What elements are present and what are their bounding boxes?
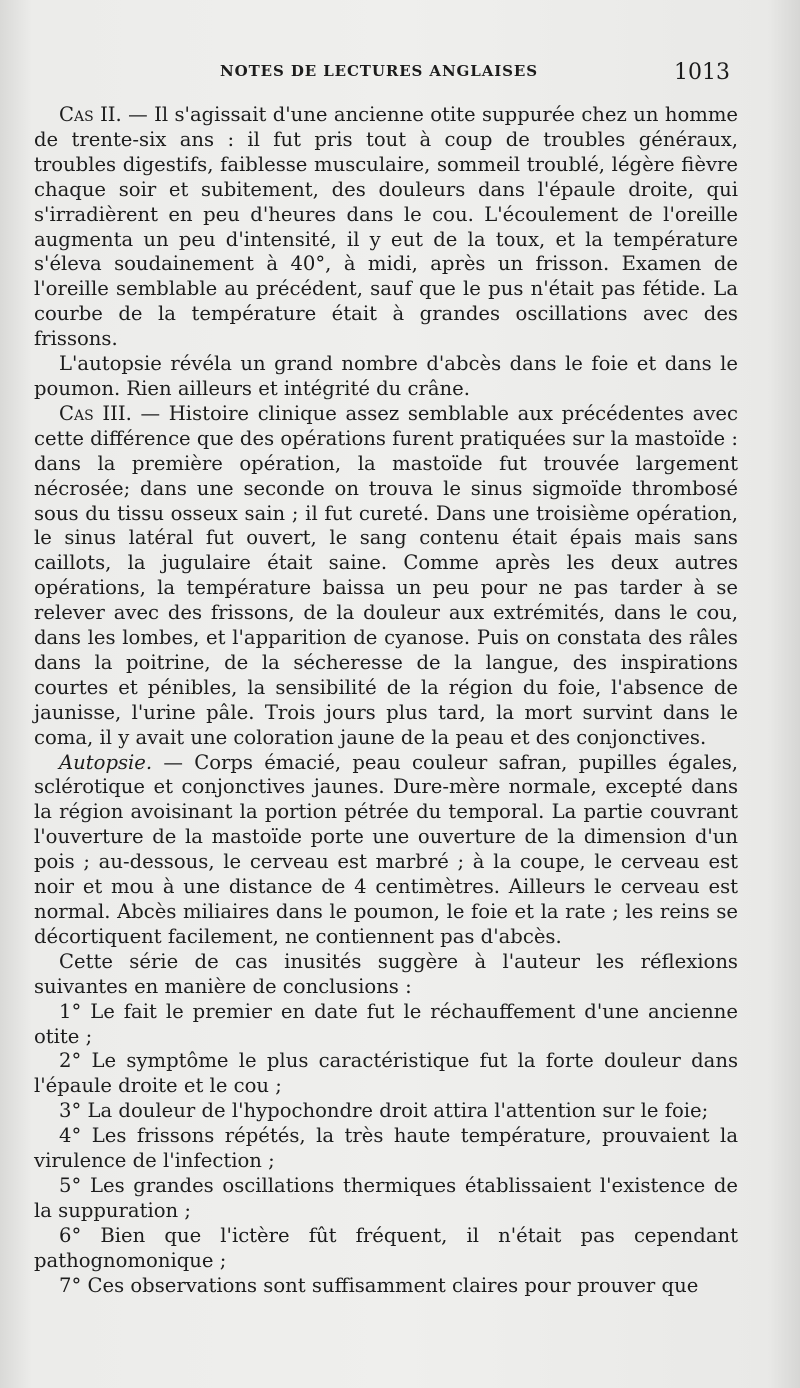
conclusion-item-1: 1° Le fait le premier en date fut le réchauffement d'une ancienne otite ; (34, 999, 738, 1048)
conclusion-item-3: 3° La douleur de l'hypochondre droit attira l'attention sur le foie; (59, 1099, 709, 1123)
conclusion-item-2: 2° Le symptôme le plus caractéristique fut la forte douleur dans l'épaule droite et le cou ; (34, 1049, 738, 1098)
autopsy-case-2-text: L'autopsie révéla un grand nombre d'abcès dans le foie et dans le poumon. Rien ailleurs et intégrité du crâne. (34, 352, 738, 400)
case-2-heading: Cas II. (59, 103, 122, 126)
conclusion-item-4: 4° Les frissons répétés, la très haute température, prouvaient la virulence de l'infection ; (34, 1124, 738, 1173)
autopsy-heading: Autopsie. (59, 750, 153, 774)
page-number: 1013 (674, 60, 730, 85)
paragraph-case-2 (34, 103, 738, 352)
paragraph-conclusions-intro (34, 950, 738, 1000)
paragraph-autopsy-case-2 (34, 352, 738, 402)
case-2-text: — Il s'agissait d'une ancienne otite suppurée chez un homme de trente-six ans : il fut pris tout à coup de troubles généraux, troubles digestifs, faiblesse musculaire, sommeil troublé, légère fièvre chaque soir et subitement, des douleurs dans l'épaule droite, qui s'irradièrent en peu d'heures dans le cou. L'écoulement de l'oreille augmenta un peu d'intensité, il y eut de la toux, et la température s'éleva soudainement à 40°, à midi, après un frisson. Examen de l'oreille semblable au précédent, sauf que le pus n'était pas fétide. La courbe de la température était à grandes oscillations avec des frissons. (34, 103, 738, 351)
conclusion-item-7: 7° Ces observations sont suffisamment claires pour prouver que (59, 1273, 699, 1297)
paragraph-case-3 (34, 402, 738, 751)
page-header (0, 60, 800, 90)
conclusion-item-6: 6° Bien que l'ictère fût fréquent, il n'était pas cependant pathognomonique ; (34, 1223, 738, 1272)
conclusion-item-5: 5° Les grandes oscillations thermiques établissaient l'existence de la suppuration ; (34, 1173, 738, 1222)
paragraph-autopsy (34, 751, 738, 950)
autopsy-text: — Corps émacié, peau couleur safran, pupilles égales, sclérotique et conjonctives jaunes. Dure-mère normale, excepté dans la région avoisinant la portion pétrée du temporal. La partie couvrant l'ouverture de la mastoïde porte une ouverture de la dimension d'un pois ; au-dessous, le cerveau est marbré ; à la coupe, le cerveau est noir et mou à une distance de 4 centimètres. Ailleurs le cerveau est normal. Abcès miliaires dans le poumon, le foie et la rate ; les reins se décortiquent facilement, ne contiennent pas d'abcès. (34, 750, 738, 948)
case-3-text: — Histoire clinique assez semblable aux précédentes avec cette différence que des opérations furent pratiquées sur la mastoïde : dans la première opération, la mastoïde fut trouvée largement nécrosée; dans une seconde on trouva le sinus sigmoïde thrombosé sous du tissu osseux sain ; il fut cureté. Dans une troisième opération, le sinus latéral fut ouvert, le sang contenu était épais mais sans caillots, la jugulaire était saine. Comme après les deux autres opérations, la température baissa un peu pour ne pas tarder à se relever avec des frissons, de la douleur aux extrémités, dans le cou, dans les lombes, et l'apparition de cyanose. Puis on constata des râles dans la poitrine, de la sécheresse de la langue, des inspirations courtes et pénibles, la sensibilité de la région du foie, l'absence de jaunisse, l'urine pâle. Trois jours plus tard, la mort survint dans le coma, il y avait une coloration jaune de la peau et des conjonctives. (34, 401, 738, 749)
case-3-heading: Cas III. (59, 401, 132, 425)
page-body (34, 103, 738, 1299)
running-title: NOTES DE LECTURES ANGLAISES (220, 62, 538, 80)
conclusions-intro-text: Cette série de cas inusités suggère à l'auteur les réflexions suivantes en manière de conclusions : (34, 949, 738, 998)
